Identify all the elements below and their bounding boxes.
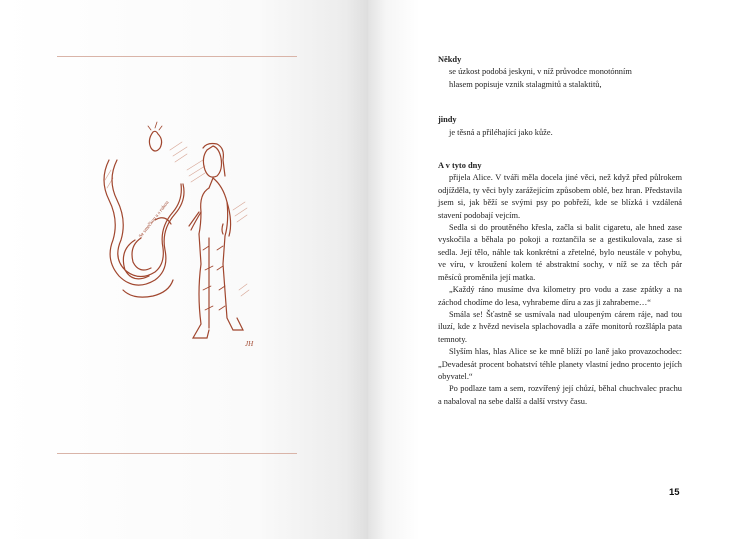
text-line: hlasem popisuje vznik stalagmitů a stalaktitů, <box>449 79 602 89</box>
section-heading: A v tyto dny <box>438 161 482 171</box>
illustration-sketch <box>95 120 270 355</box>
paragraph: Slyším hlas, hlas Alice se ke mně blíží po laně jako provazochodec: „Devadesát procent bohatství téhle planety vlastní jedno procento jejích obyvatel.“ <box>438 347 682 381</box>
left-page <box>0 0 368 539</box>
paragraph: „Každý ráno musíme dva kilometry pro vodu a zase zpátky a na záchod chodíme do lesa, vyhrabeme díru a zas ji zahrabeme…“ <box>438 285 682 307</box>
main-text <box>438 54 682 408</box>
illustration-caption: Se smečkou a s rukou <box>137 199 171 240</box>
page-number: 15 <box>669 487 680 498</box>
artist-signature: JH <box>245 340 254 348</box>
flame-sketch <box>149 131 161 151</box>
paragraph: Sedla si do proutěného křesla, začla si balit cigaretu, ale hned zase vyskočila a běhala po pokoji a roztančila se a gestikulovala, zase si sedla. Její tělo, náhle tak konkrétní a zřetelné, bylo neustále v pohybu, ve víru, v kroužení kolem té abstraktní sochy, v níž se za těch pár měsíců proměnila její matka. <box>438 223 682 282</box>
figure-head <box>203 146 221 177</box>
top-rule <box>57 56 297 57</box>
section-heading: Někdy <box>438 55 462 64</box>
paragraph: přijela Alice. V tváři měla docela jiné věci, než když před půlrokem odjížděla, ty věci byly zarážejícím způsobem oblé, bez hran. Představila jsem si, jak běží se svými psy po pobřeží, kde se blízká i vzdálená stavení podobají vejcím. <box>438 173 682 220</box>
bottom-rule <box>57 453 297 454</box>
text-line: je těsná a přiléhající jako kůže. <box>449 127 553 137</box>
paragraph: Smála se! Šťastně se usmívala nad uloupeným cárem ráje, nad tou iluzí, kde z hvězd nevisela splachovadla a záře monitorů rozšlápla pata temnoty. <box>438 309 682 344</box>
text-line: se úzkost podobá jeskyni, v níž průvodce monotónním <box>449 67 632 77</box>
ribbon-sketch <box>104 160 184 285</box>
section-heading: jindy <box>438 115 457 125</box>
paragraph: Po podlaze tam a sem, rozvířený její chůzí, běhal chuchvalec prachu a nabaloval na sebe další a další vrstvy času. <box>438 384 682 406</box>
